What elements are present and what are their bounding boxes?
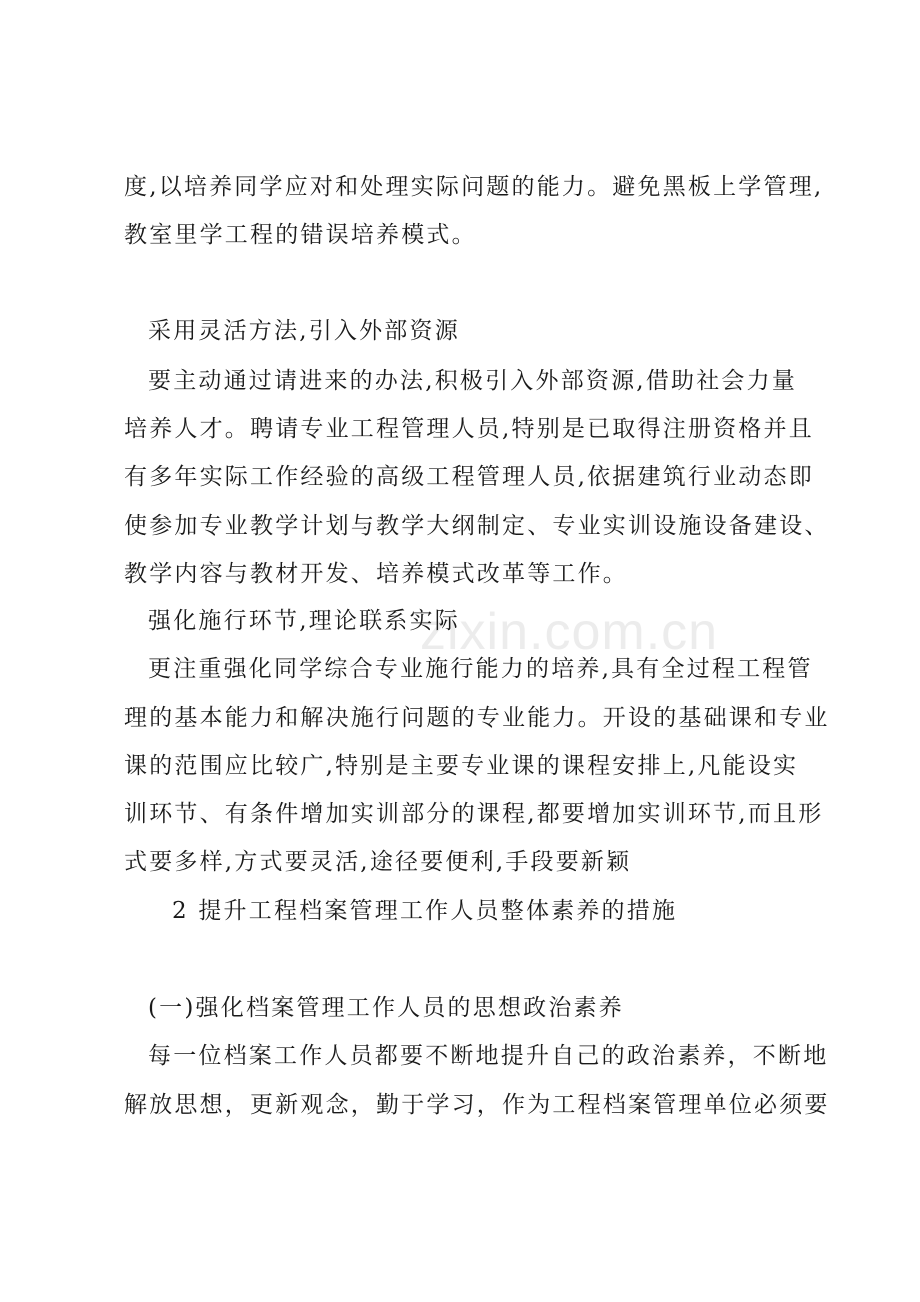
- paragraph-line: 理的基本能力和解决施行问题的专业能力。开设的基础课和专业: [124, 705, 830, 731]
- paragraph-line: 每一位档案工作人员都要不断地提升自己的政治素养，不断地: [148, 1043, 829, 1069]
- section-heading: 2 提升工程档案管理工作人员整体素养的措施: [172, 898, 678, 924]
- paragraph-line: 培养人才。聘请专业工程管理人员,特别是已取得注册资格并且: [124, 416, 814, 442]
- paragraph-line: 解放思想，更新观念，勤于学习，作为工程档案管理单位必须要: [124, 1092, 830, 1118]
- paragraph-line: 使参加专业教学计划与教学大纲制定、专业实训设施设备建设、: [124, 513, 830, 539]
- subsection-heading: (一)强化档案管理工作人员的思想政治素养: [148, 995, 624, 1021]
- watermark: zixin.com.cn: [420, 603, 719, 661]
- paragraph-line: 要主动通过请进来的办法,积极引入外部资源,借助社会力量: [148, 368, 798, 394]
- paragraph-line: 更注重强化同学综合专业施行能力的培养,具有全过程工程管: [148, 656, 813, 682]
- paragraph-line: 课的范围应比较广,特别是主要专业课的课程安排上,凡能设实: [124, 753, 799, 779]
- paragraph-line: 教室里学工程的错误培养模式。: [124, 222, 477, 248]
- section-heading: 采用灵活方法,引入外部资源: [148, 318, 460, 344]
- paragraph-line: 教学内容与教材开发、培养模式改革等工作。: [124, 561, 628, 587]
- paragraph-line: 式要多样,方式要灵活,途径要便利,手段要新颖: [124, 849, 632, 875]
- paragraph-line: 训环节、有条件增加实训部分的课程,都要增加实训环节,而且形: [124, 801, 824, 827]
- section-heading: 强化施行环节,理论联系实际: [148, 608, 460, 634]
- paragraph-line: 有多年实际工作经验的高级工程管理人员,依据建筑行业动态即: [124, 464, 814, 490]
- paragraph-line: 度,以培养同学应对和处理实际问题的能力。避免黑板上学管理,: [124, 174, 824, 200]
